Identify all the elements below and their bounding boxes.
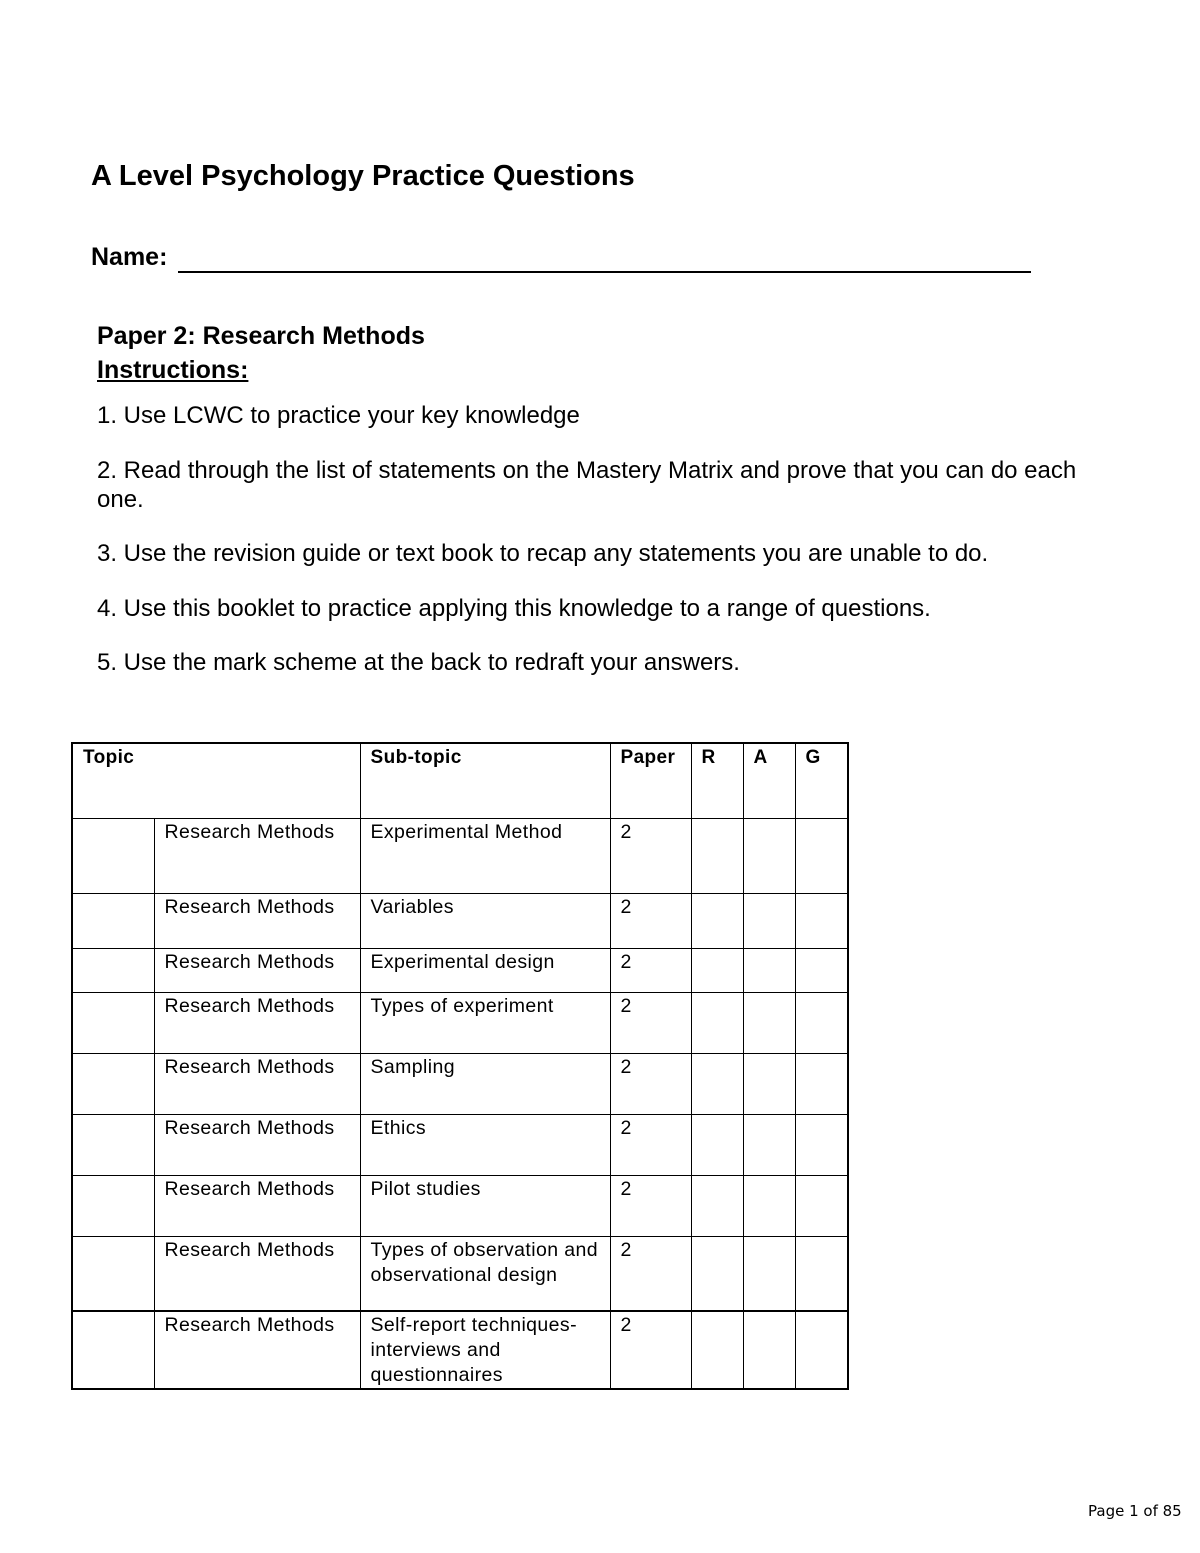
g-cell[interactable] — [795, 1311, 848, 1389]
subtopic-cell: Pilot studies — [360, 1175, 610, 1236]
name-label: Name: — [91, 243, 168, 271]
paper-cell: 2 — [610, 1175, 691, 1236]
a-cell[interactable] — [743, 1311, 795, 1389]
a-cell[interactable] — [743, 1114, 795, 1175]
instruction-item: 1. Use LCWC to practice your key knowledge — [97, 402, 580, 429]
a-cell[interactable] — [743, 1236, 795, 1311]
a-cell[interactable] — [743, 818, 795, 893]
g-cell[interactable] — [795, 1175, 848, 1236]
r-cell[interactable] — [691, 1053, 743, 1114]
table-row — [72, 1175, 848, 1236]
row-marker-cell — [72, 948, 154, 992]
topic-cell: Research Methods — [154, 1311, 360, 1389]
r-cell[interactable] — [691, 1175, 743, 1236]
r-cell[interactable] — [691, 1236, 743, 1311]
row-marker-cell — [72, 893, 154, 948]
instructions-heading: Instructions: — [97, 356, 249, 384]
page-number: Page 1 of 85 — [1088, 1502, 1182, 1520]
subtopic-cell: Experimental Method — [360, 818, 610, 893]
topic-cell: Research Methods — [154, 1175, 360, 1236]
header-topic: Topic — [72, 743, 360, 818]
topic-cell: Research Methods — [154, 1236, 360, 1311]
r-cell[interactable] — [691, 1114, 743, 1175]
table-row — [72, 893, 848, 948]
a-cell[interactable] — [743, 992, 795, 1053]
g-cell[interactable] — [795, 948, 848, 992]
table-row — [72, 1053, 848, 1114]
subtopic-cell: Types of observation and observational design — [360, 1236, 610, 1311]
mastery-matrix-table — [71, 742, 849, 1390]
g-cell[interactable] — [795, 1053, 848, 1114]
paper-cell: 2 — [610, 893, 691, 948]
table-row — [72, 992, 848, 1053]
subtopic-cell: Experimental design — [360, 948, 610, 992]
paper-cell: 2 — [610, 1053, 691, 1114]
paper-cell: 2 — [610, 1311, 691, 1389]
r-cell[interactable] — [691, 893, 743, 948]
subtopic-cell: Sampling — [360, 1053, 610, 1114]
name-field-line[interactable] — [178, 271, 1031, 273]
subtopic-cell: Variables — [360, 893, 610, 948]
paper-heading: Paper 2: Research Methods — [97, 322, 425, 350]
a-cell[interactable] — [743, 948, 795, 992]
header-r: R — [691, 743, 743, 818]
g-cell[interactable] — [795, 1114, 848, 1175]
row-marker-cell — [72, 1236, 154, 1311]
table-row — [72, 1236, 848, 1311]
row-marker-cell — [72, 1053, 154, 1114]
row-marker-cell — [72, 1175, 154, 1236]
topic-cell: Research Methods — [154, 992, 360, 1053]
paper-cell: 2 — [610, 1236, 691, 1311]
g-cell[interactable] — [795, 992, 848, 1053]
table-row — [72, 1311, 848, 1389]
paper-cell: 2 — [610, 948, 691, 992]
topic-cell: Research Methods — [154, 948, 360, 992]
paper-cell: 2 — [610, 818, 691, 893]
paper-cell: 2 — [610, 992, 691, 1053]
instruction-item: 5. Use the mark scheme at the back to redraft your answers. — [97, 649, 740, 676]
row-marker-cell — [72, 1114, 154, 1175]
g-cell[interactable] — [795, 893, 848, 948]
paper-cell: 2 — [610, 1114, 691, 1175]
header-g: G — [795, 743, 848, 818]
a-cell[interactable] — [743, 1053, 795, 1114]
header-paper: Paper — [610, 743, 691, 818]
topic-cell: Research Methods — [154, 1053, 360, 1114]
table-row — [72, 948, 848, 992]
r-cell[interactable] — [691, 818, 743, 893]
topic-cell: Research Methods — [154, 893, 360, 948]
instruction-item: 4. Use this booklet to practice applying this knowledge to a range of questions. — [97, 595, 931, 622]
instruction-item: 2. Read through the list of statements on the Mastery Matrix and prove that you can do each one. — [97, 457, 1077, 513]
subtopic-cell: Ethics — [360, 1114, 610, 1175]
instruction-item: 3. Use the revision guide or text book to recap any statements you are unable to do. — [97, 540, 989, 567]
topic-cell: Research Methods — [154, 1114, 360, 1175]
r-cell[interactable] — [691, 1311, 743, 1389]
topic-cell: Research Methods — [154, 818, 360, 893]
subtopic-cell: Types of experiment — [360, 992, 610, 1053]
header-a: A — [743, 743, 795, 818]
r-cell[interactable] — [691, 948, 743, 992]
header-subtopic: Sub-topic — [360, 743, 610, 818]
row-marker-cell — [72, 992, 154, 1053]
table-header-row — [72, 743, 848, 818]
table-row — [72, 818, 848, 893]
row-marker-cell — [72, 818, 154, 893]
table-row — [72, 1114, 848, 1175]
a-cell[interactable] — [743, 893, 795, 948]
subtopic-cell: Self-report techniques- interviews and questionnaires — [360, 1311, 610, 1389]
row-marker-cell — [72, 1311, 154, 1389]
a-cell[interactable] — [743, 1175, 795, 1236]
g-cell[interactable] — [795, 1236, 848, 1311]
r-cell[interactable] — [691, 992, 743, 1053]
g-cell[interactable] — [795, 818, 848, 893]
document-title: A Level Psychology Practice Questions — [91, 160, 635, 192]
